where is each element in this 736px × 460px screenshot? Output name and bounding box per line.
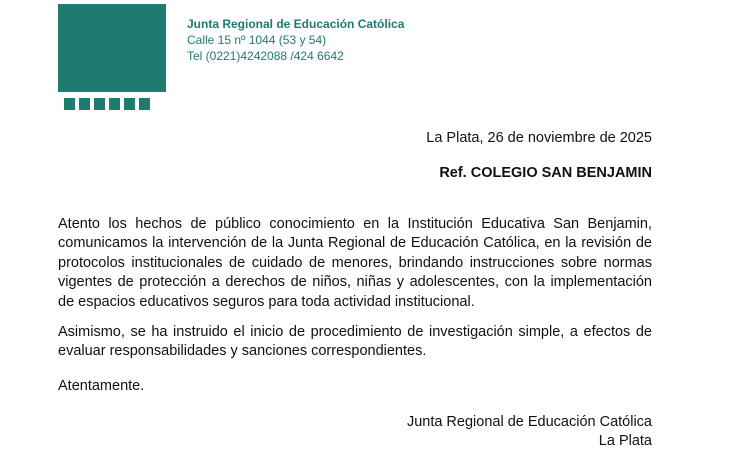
letterhead-organization: Junta Regional de Educación Católica: [187, 17, 405, 31]
letter-paragraph-1: Atento los hechos de público conocimiento en la Institución Educativa San Benjamin, comunicamos la intervención de la Junta Regional de Educación Católica, en la revisión de protocolos institucionales de cuidado de menores, brindando instrucciones sobre normas vigentes de protección a derechos de niños, niñas y adolescentes, con la implementación de espacios educativos seguros para toda actividad institucional.: [58, 216, 652, 310]
cathedral-logo-icon: [58, 4, 166, 112]
letter-closing: Atentamente.: [58, 378, 145, 394]
signature-city: La Plata: [598, 433, 652, 449]
signature-organization: Junta Regional de Educación Católica: [406, 414, 652, 430]
letter-date: La Plata, 26 de noviembre de 2025: [426, 130, 652, 146]
letterhead: [187, 16, 404, 64]
letter-paragraph-2: Asimismo, se ha instruido el inicio de procedimiento de investigación simple, a efectos de evaluar responsabilidades y sanciones correspondientes.: [58, 324, 652, 360]
letterhead-address: Calle 15 nº 1044 (53 y 54): [187, 33, 327, 47]
signature-block: [407, 413, 652, 451]
letter-reference: Ref. COLEGIO SAN BENJAMIN: [439, 165, 652, 181]
letterhead-phone: Tel (0221)4242088 /424 6642: [187, 49, 344, 63]
